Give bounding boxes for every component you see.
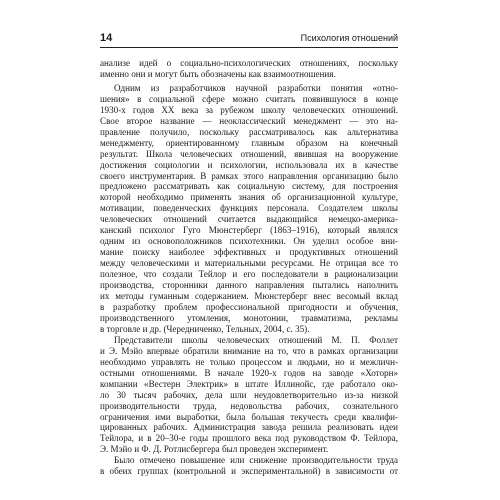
text-line: именно они и могут быть обозначены как взаимоотношения. (100, 68, 336, 79)
body-text (100, 58, 398, 477)
text-line: правление получило, поскольку рассматривалось как альтернатива (100, 126, 398, 137)
text-line: анализе идей о социально-психологических отношениях, поскольку (100, 58, 398, 68)
text-line: остными отношениями. В начале 1920-х годов на заводе «Хоторн» (100, 367, 398, 378)
text-line: результат. Школа человеческих отношений, явившая на вооружение (100, 148, 398, 159)
paragraph (100, 83, 398, 335)
text-line: ограничения ими выработки, была большая текучесть среди квалифи- (100, 411, 398, 422)
paragraph (100, 455, 398, 477)
text-line: в разработку проблем профессиональной пригодности и обучения, (100, 301, 398, 312)
text-line: полезное, что создали Тейлор и его последователи в рационализации (100, 269, 398, 280)
text-line: достижения социологии и психологии, использовала их в качестве (100, 159, 398, 170)
text-line: 1930-х годов XX века за рубежом школу человеческих отношений. (100, 104, 398, 115)
text-line: одним из основоположников психотехники. Он уделил особое вни- (100, 236, 398, 247)
text-line: Одним из разработчиков научной разработки понятия «отно- (114, 82, 398, 93)
text-line: компании «Вестерн Электрик» в штате Иллинойс, где работало око- (100, 378, 398, 389)
text-line: Э. Мэйо и Ф. Д. Ротлисбергера был проведен эксперимент. (100, 444, 329, 455)
text-line: их методы гуманным содержанием. Мюнстерберг внес весомый вклад (100, 291, 398, 302)
text-line: которой необходимо применять знания об организационной культуре, (100, 192, 398, 203)
text-line: производительности труда, недовольства рабочих, сознательного (100, 400, 398, 411)
paragraph (100, 335, 398, 455)
page-header (100, 30, 398, 50)
text-line: человеческих отношений считается выдающийся немецко-америка- (100, 214, 398, 225)
text-line: предложено рассматривать как социальную систему, для построения (100, 181, 398, 192)
text-line: в торговле и др. (Чередниченко, Тельных, 2004, с. 35). (100, 323, 310, 334)
text-line: Было отмечено повышение или снижение производительности труда (114, 455, 398, 466)
text-line: в обеих группах (контрольной и экспериментальной) в зависимости от (100, 466, 398, 477)
header-rule (100, 47, 398, 48)
page-number: 14 (100, 32, 113, 44)
text-line: ло 30 тысяч рабочих, дела шли неудовлетворительно из-за низкой (100, 389, 398, 400)
running-title: Психология отношений (300, 33, 398, 43)
text-line: канский психолог Гуго Мюнстерберг (1863–1916), который являлся (100, 225, 398, 236)
text-line: цированных рабочих. Администрация завода решила реализовать идеи (100, 422, 398, 433)
text-line: и Э. Мэйо впервые обратили внимание на то, что в рамках организации (100, 345, 398, 356)
paragraph (100, 58, 398, 80)
text-line: производственного утомления, монотонии, травматизма, рекламы (100, 312, 398, 323)
text-line: шения» в социальной сфере можно считать появившуюся в конце (100, 93, 398, 104)
text-line: Представители школы человеческих отношений М. П. Фоллет (114, 334, 398, 345)
text-line: Свое второе название — неоклассический менеджмент — это на- (100, 115, 398, 126)
text-line: своего инструментария. В рамках этого направления организацию было (100, 170, 398, 181)
text-line: мание поиску наиболее эффективных и продуктивных отношений (100, 247, 398, 258)
text-line: менеджменту, ориентированному главным образом на конечный (100, 137, 398, 148)
text-line: необходимо управлять не только процессом и людьми, но и межличн- (100, 356, 398, 367)
text-line: производства, сторонники данного направления пытались наполнить (100, 280, 398, 291)
text-line: Тейлора, и в 20–30-е годы прошлого века под руководством Ф. Тейлора, (100, 433, 398, 444)
text-line: мотивации, поведенческих функциях персонала. Создателем школы (100, 203, 398, 214)
text-line: между человеческими и материальными ресурсами. Не отрицая все то (100, 258, 398, 269)
